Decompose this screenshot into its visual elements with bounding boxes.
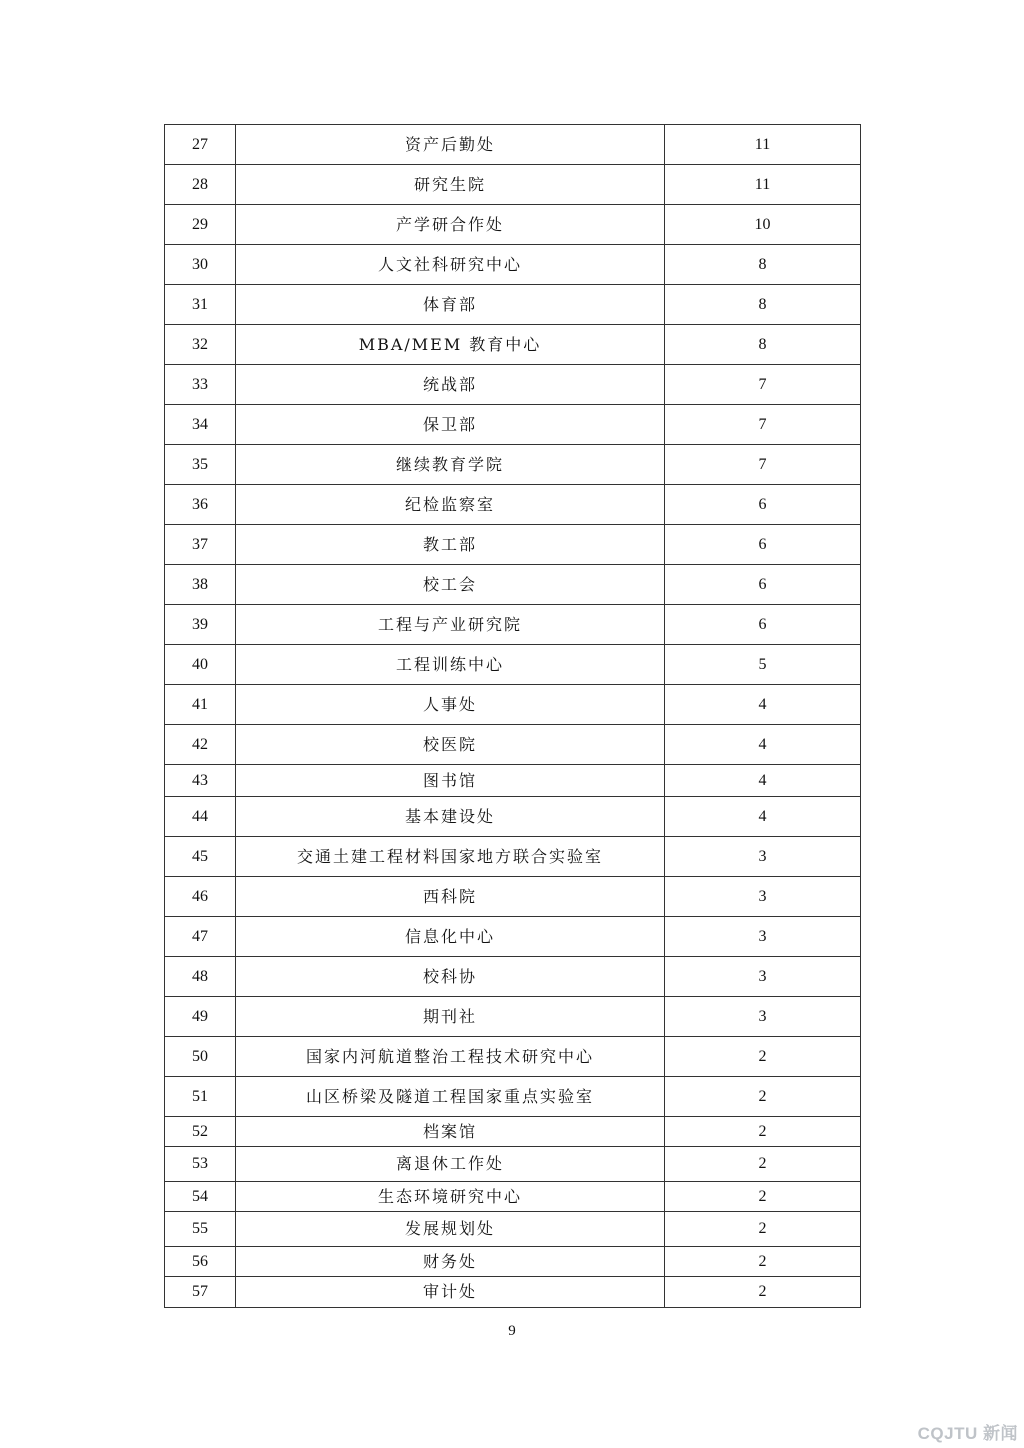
department-name: 纪检监察室	[236, 485, 665, 525]
department-name: 产学研合作处	[236, 205, 665, 245]
row-number: 38	[165, 565, 236, 605]
row-number: 43	[165, 765, 236, 797]
row-number: 46	[165, 877, 236, 917]
count-value: 4	[665, 685, 861, 725]
row-number: 39	[165, 605, 236, 645]
department-name: 工程训练中心	[236, 645, 665, 685]
count-value: 2	[665, 1147, 861, 1182]
row-number: 35	[165, 445, 236, 485]
row-number: 27	[165, 125, 236, 165]
row-number: 42	[165, 725, 236, 765]
count-value: 3	[665, 917, 861, 957]
department-name: 财务处	[236, 1247, 665, 1277]
row-number: 32	[165, 325, 236, 365]
row-number: 56	[165, 1247, 236, 1277]
row-number: 54	[165, 1182, 236, 1212]
department-name: 审计处	[236, 1277, 665, 1308]
department-name: 山区桥梁及隧道工程国家重点实验室	[236, 1077, 665, 1117]
table-row	[165, 797, 861, 837]
count-value: 2	[665, 1212, 861, 1247]
table-row	[165, 877, 861, 917]
count-value: 4	[665, 765, 861, 797]
department-name: 交通土建工程材料国家地方联合实验室	[236, 837, 665, 877]
row-number: 30	[165, 245, 236, 285]
row-number: 28	[165, 165, 236, 205]
table-row	[165, 1077, 861, 1117]
table-row	[165, 205, 861, 245]
table-row	[165, 1117, 861, 1147]
department-name: 保卫部	[236, 405, 665, 445]
count-value: 8	[665, 285, 861, 325]
count-value: 3	[665, 997, 861, 1037]
row-number: 47	[165, 917, 236, 957]
count-value: 7	[665, 405, 861, 445]
count-value: 7	[665, 445, 861, 485]
department-name: 人文社科研究中心	[236, 245, 665, 285]
table-row	[165, 125, 861, 165]
table-row	[165, 445, 861, 485]
count-value: 5	[665, 645, 861, 685]
table-row	[165, 165, 861, 205]
count-value: 3	[665, 837, 861, 877]
count-value: 2	[665, 1117, 861, 1147]
count-value: 6	[665, 525, 861, 565]
department-name: 教工部	[236, 525, 665, 565]
table-row	[165, 1212, 861, 1247]
count-value: 8	[665, 245, 861, 285]
row-number: 53	[165, 1147, 236, 1182]
row-number: 51	[165, 1077, 236, 1117]
department-name: 体育部	[236, 285, 665, 325]
count-value: 11	[665, 125, 861, 165]
row-number: 48	[165, 957, 236, 997]
count-value: 2	[665, 1247, 861, 1277]
table-row	[165, 565, 861, 605]
count-value: 8	[665, 325, 861, 365]
department-name: 国家内河航道整治工程技术研究中心	[236, 1037, 665, 1077]
department-name: 离退休工作处	[236, 1147, 665, 1182]
row-number: 29	[165, 205, 236, 245]
department-name: 人事处	[236, 685, 665, 725]
table-row	[165, 1277, 861, 1308]
row-number: 31	[165, 285, 236, 325]
table-row	[165, 645, 861, 685]
table-row	[165, 1037, 861, 1077]
table-row	[165, 765, 861, 797]
department-name: 资产后勤处	[236, 125, 665, 165]
count-value: 10	[665, 205, 861, 245]
page-number: 9	[508, 1323, 516, 1339]
department-name: MBA/MEM 教育中心	[236, 325, 665, 365]
row-number: 41	[165, 685, 236, 725]
department-name: 研究生院	[236, 165, 665, 205]
table-row	[165, 917, 861, 957]
table-row	[165, 1147, 861, 1182]
count-value: 2	[665, 1182, 861, 1212]
table-row	[165, 285, 861, 325]
ranking-table	[164, 124, 861, 1308]
department-name: 校工会	[236, 565, 665, 605]
department-name: 档案馆	[236, 1117, 665, 1147]
table-row	[165, 685, 861, 725]
department-name: 校医院	[236, 725, 665, 765]
row-number: 49	[165, 997, 236, 1037]
watermark-logo: CQJTU 新闻	[917, 1424, 1018, 1443]
table-row	[165, 725, 861, 765]
department-name: 工程与产业研究院	[236, 605, 665, 645]
department-name: 图书馆	[236, 765, 665, 797]
table-row	[165, 245, 861, 285]
table-row	[165, 1247, 861, 1277]
row-number: 33	[165, 365, 236, 405]
table-row	[165, 525, 861, 565]
table-row	[165, 405, 861, 445]
count-value: 6	[665, 605, 861, 645]
count-value: 6	[665, 565, 861, 605]
department-name: 期刊社	[236, 997, 665, 1037]
count-value: 3	[665, 957, 861, 997]
row-number: 34	[165, 405, 236, 445]
table-row	[165, 837, 861, 877]
count-value: 6	[665, 485, 861, 525]
department-name: 继续教育学院	[236, 445, 665, 485]
department-name: 生态环境研究中心	[236, 1182, 665, 1212]
row-number: 36	[165, 485, 236, 525]
table-row	[165, 605, 861, 645]
department-name: 统战部	[236, 365, 665, 405]
row-number: 55	[165, 1212, 236, 1247]
table-row	[165, 485, 861, 525]
table-row	[165, 365, 861, 405]
count-value: 2	[665, 1077, 861, 1117]
count-value: 3	[665, 877, 861, 917]
count-value: 2	[665, 1037, 861, 1077]
table-body	[165, 125, 861, 1308]
count-value: 11	[665, 165, 861, 205]
row-number: 37	[165, 525, 236, 565]
row-number: 52	[165, 1117, 236, 1147]
row-number: 57	[165, 1277, 236, 1308]
count-value: 7	[665, 365, 861, 405]
department-name: 发展规划处	[236, 1212, 665, 1247]
department-name: 西科院	[236, 877, 665, 917]
table-row	[165, 325, 861, 365]
count-value: 4	[665, 725, 861, 765]
row-number: 50	[165, 1037, 236, 1077]
table-row	[165, 1182, 861, 1212]
table-row	[165, 997, 861, 1037]
row-number: 40	[165, 645, 236, 685]
row-number: 45	[165, 837, 236, 877]
count-value: 2	[665, 1277, 861, 1308]
department-name: 信息化中心	[236, 917, 665, 957]
row-number: 44	[165, 797, 236, 837]
department-name: 基本建设处	[236, 797, 665, 837]
table-row	[165, 957, 861, 997]
count-value: 4	[665, 797, 861, 837]
department-name: 校科协	[236, 957, 665, 997]
